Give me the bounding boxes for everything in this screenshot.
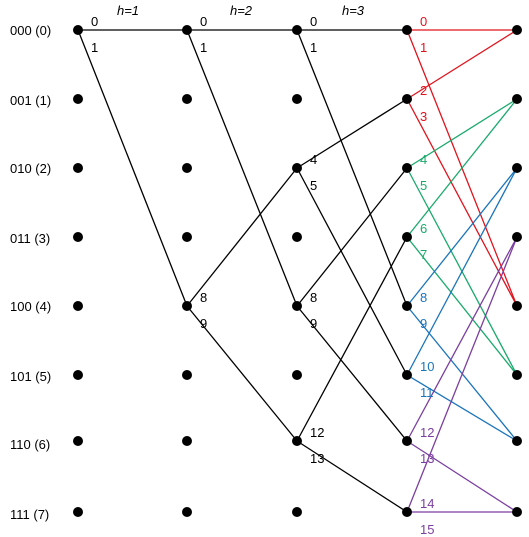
node-col3-row0 xyxy=(402,25,412,35)
node-col3-row3 xyxy=(402,232,412,242)
edge-stage1-0-to-4 xyxy=(187,30,297,306)
edge-stage3-1-to-4 xyxy=(407,99,517,306)
node-col1-row4 xyxy=(182,301,192,311)
node-col1-row0 xyxy=(182,25,192,35)
edge-stage3-6-to-3 xyxy=(407,237,517,441)
node-col3-row4 xyxy=(402,301,412,311)
port-label-col2-row6-down: 13 xyxy=(310,451,325,466)
node-col2-row3 xyxy=(292,232,302,242)
node-col4-row5 xyxy=(512,370,522,380)
port-label-col3-row5-up: 10 xyxy=(420,359,435,374)
node-col2-row1 xyxy=(292,94,302,104)
node-col4-row2 xyxy=(512,163,522,173)
port-label-col3-row4-down: 9 xyxy=(420,316,428,331)
port-label-col1-row0-down: 1 xyxy=(200,40,208,55)
node-col2-row5 xyxy=(292,370,302,380)
node-col3-row2 xyxy=(402,163,412,173)
edge-stage2-6-to-3 xyxy=(297,237,407,441)
port-label-col3-row2-up: 4 xyxy=(420,152,428,167)
node-col4-row7 xyxy=(512,507,522,517)
node-col3-row1 xyxy=(402,94,412,104)
port-label-col0-row0-up: 0 xyxy=(91,14,99,29)
port-label-col2-row0-up: 0 xyxy=(310,14,318,29)
node-col2-row0 xyxy=(292,25,302,35)
node-col0-row3 xyxy=(73,232,83,242)
node-col4-row0 xyxy=(512,25,522,35)
node-col0-row5 xyxy=(73,370,83,380)
node-col3-row7 xyxy=(402,507,412,517)
port-label-col1-row0-up: 0 xyxy=(200,14,208,29)
port-label-col1-row4-down: 9 xyxy=(200,316,208,331)
port-label-col2-row2-down: 5 xyxy=(310,178,318,193)
node-col1-row7 xyxy=(182,507,192,517)
port-label-col3-row7-up: 14 xyxy=(420,496,435,511)
port-label-col3-row2-down: 5 xyxy=(420,178,428,193)
port-label-col3-row7-down: 15 xyxy=(420,522,435,537)
edge-stage2-0-to-4 xyxy=(297,30,407,306)
node-col1-row5 xyxy=(182,370,192,380)
port-label-col3-row0-up: 0 xyxy=(420,14,428,29)
port-label-col2-row4-down: 9 xyxy=(310,316,318,331)
node-col4-row1 xyxy=(512,94,522,104)
port-label-col3-row5-down: 11 xyxy=(420,385,434,400)
port-label-col3-row3-up: 6 xyxy=(420,221,428,236)
node-col4-row4 xyxy=(512,301,522,311)
edge-stage3-7-to-3 xyxy=(407,237,517,512)
row-label-0: 000 (0) xyxy=(10,23,52,38)
node-col1-row1 xyxy=(182,94,192,104)
port-label-col3-row1-up: 2 xyxy=(420,83,428,98)
port-label-col3-row1-down: 3 xyxy=(420,109,428,124)
node-col0-row2 xyxy=(73,163,83,173)
row-label-3: 011 (3) xyxy=(10,231,51,246)
port-label-col2-row2-up: 4 xyxy=(310,152,318,167)
node-col0-row6 xyxy=(73,436,83,446)
header-label-h2: h=2 xyxy=(229,3,253,18)
node-col2-row6 xyxy=(292,436,302,446)
header-label-h3: h=3 xyxy=(341,3,365,18)
row-label-5: 101 (5) xyxy=(10,369,52,384)
labels-layer xyxy=(10,3,434,537)
node-col0-row0 xyxy=(73,25,83,35)
node-col0-row4 xyxy=(73,301,83,311)
port-label-col1-row4-up: 8 xyxy=(200,290,208,305)
row-label-6: 110 (6) xyxy=(10,437,51,452)
node-col0-row7 xyxy=(73,507,83,517)
node-col2-row4 xyxy=(292,301,302,311)
port-label-col2-row4-up: 8 xyxy=(310,290,318,305)
node-col4-row3 xyxy=(512,232,522,242)
nodes-layer xyxy=(73,25,522,517)
node-col1-row3 xyxy=(182,232,192,242)
edge-stage0-0-to-4 xyxy=(78,30,187,306)
port-label-col3-row3-down: 7 xyxy=(420,247,428,262)
edge-stage1-4-to-2 xyxy=(187,168,297,306)
header-label-h1: h=1 xyxy=(116,3,140,18)
row-label-2: 010 (2) xyxy=(10,161,52,176)
node-col1-row2 xyxy=(182,163,192,173)
port-label-col2-row0-down: 1 xyxy=(310,40,318,55)
node-col3-row5 xyxy=(402,370,412,380)
node-col0-row1 xyxy=(73,94,83,104)
port-label-col3-row6-up: 12 xyxy=(420,425,435,440)
edge-stage2-2-to-5 xyxy=(297,168,407,375)
port-label-col0-row0-down: 1 xyxy=(91,40,99,55)
node-col4-row6 xyxy=(512,436,522,446)
row-label-4: 100 (4) xyxy=(10,299,52,314)
port-label-col3-row0-down: 1 xyxy=(420,40,428,55)
port-label-col2-row6-up: 12 xyxy=(310,425,325,440)
node-col2-row7 xyxy=(292,507,302,517)
row-label-7: 111 (7) xyxy=(10,507,50,522)
node-col2-row2 xyxy=(292,163,302,173)
node-col1-row6 xyxy=(182,436,192,446)
port-label-col3-row4-up: 8 xyxy=(420,290,428,305)
row-label-1: 001 (1) xyxy=(10,93,52,108)
port-label-col3-row6-down: 13 xyxy=(420,451,435,466)
node-col3-row6 xyxy=(402,436,412,446)
